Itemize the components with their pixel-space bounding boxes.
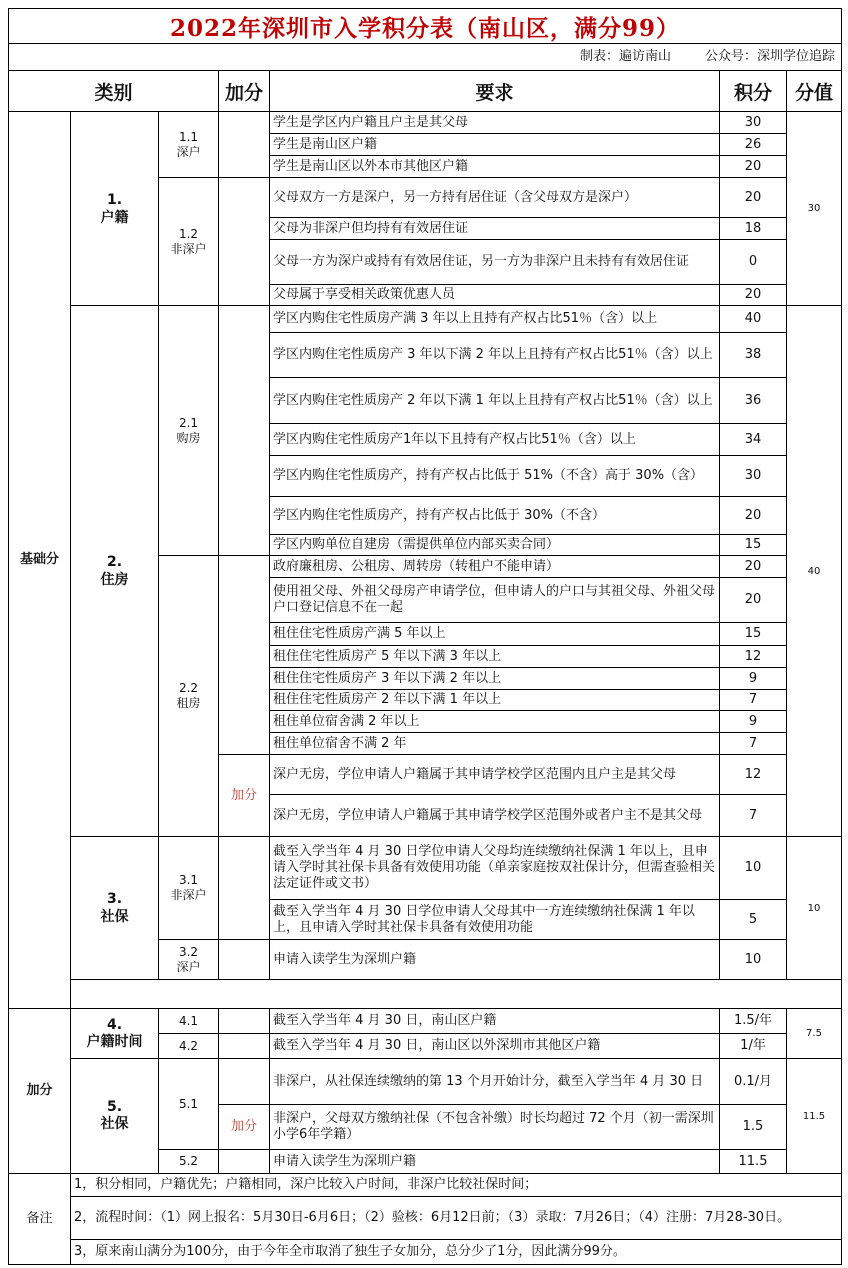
bonus-cell xyxy=(218,939,270,980)
category-shebao2 xyxy=(70,1058,159,1174)
maker-credit: 制表：遍访南山 xyxy=(579,49,671,64)
points-cell: 30 xyxy=(719,111,787,134)
points-cell: 20 xyxy=(719,577,787,623)
sub-name: 非深户 xyxy=(170,888,207,902)
requirement-cell: 政府廉租房、公租房、周转房（转租户不能申请） xyxy=(269,555,720,578)
requirement-cell: 租住住宅性质房产满 5 年以上 xyxy=(269,622,720,646)
category-name: 户籍 xyxy=(100,209,129,226)
score-cell: 10 xyxy=(786,836,842,980)
requirement-cell: 租住单位宿舍满 2 年以上 xyxy=(269,710,720,733)
score-cell: 11.5 xyxy=(786,1058,842,1174)
note-2: 2，流程时间：（1）网上报名：5月30日-6月6日；（2）验核：6月12日前；（3）录取：7月26日；（4）注册：7月28-30日。 xyxy=(70,1196,842,1240)
requirement-cell: 深户无房，学位申请人户籍属于其申请学校学区范围外或者户主不是其父母 xyxy=(269,794,720,837)
points-cell: 38 xyxy=(719,332,787,378)
points-cell: 15 xyxy=(719,622,787,646)
page-title: 2022年深圳市入学积分表（南山区，满分99） xyxy=(8,8,842,44)
points-cell: 30 xyxy=(719,455,787,497)
requirement-cell: 父母为非深户但均持有有效居住证 xyxy=(269,217,720,240)
category-name: 住房 xyxy=(100,572,129,588)
points-cell: 20 xyxy=(719,496,787,535)
requirement-cell: 截至入学当年 4 月 30 日，南山区以外深圳市其他区户籍 xyxy=(269,1033,720,1059)
requirement-cell: 租住住宅性质房产 2 年以下满 1 年以上 xyxy=(269,689,720,711)
sub-name: 租房 xyxy=(176,696,201,710)
bonus-cell xyxy=(218,111,270,178)
points-cell: 5 xyxy=(719,899,787,940)
points-cell: 7 xyxy=(719,732,787,755)
requirement-cell: 申请入读学生为深圳户籍 xyxy=(269,939,720,980)
points-cell: 15 xyxy=(719,534,787,556)
category-num: 4. xyxy=(106,1016,123,1033)
points-cell: 9 xyxy=(719,667,787,690)
category-shebao xyxy=(70,836,159,980)
sub-3-1 xyxy=(158,836,219,940)
points-cell: 12 xyxy=(719,645,787,668)
requirement-cell: 学区内购住宅性质房产满 3 年以上且持有产权占比51％（含）以上 xyxy=(269,305,720,333)
sub-1-2 xyxy=(158,177,219,306)
bonus-mark: 加分 xyxy=(218,754,270,837)
requirement-cell: 学区内购住宅性质房产，持有产权占比低于 51%（不含）高于 30%（含） xyxy=(269,455,720,497)
score-cell: 7.5 xyxy=(786,1008,842,1059)
requirement-cell: 学区内购住宅性质房产，持有产权占比低于 30%（不含） xyxy=(269,496,720,535)
score-cell: 40 xyxy=(786,305,842,837)
points-cell: 10 xyxy=(719,836,787,900)
sub-1-1 xyxy=(158,111,219,178)
category-zhufang xyxy=(70,305,159,837)
account-credit: 公众号：深圳学位追踪 xyxy=(704,49,835,64)
points-cell: 7 xyxy=(719,689,787,711)
bonus-cell xyxy=(218,1149,270,1174)
points-cell: 1.5/年 xyxy=(719,1008,787,1034)
requirement-cell: 深户无房，学位申请人户籍属于其申请学校学区范围内且户主是其父母 xyxy=(269,754,720,795)
category-num: 1. xyxy=(106,191,123,208)
sub-name: 非深户 xyxy=(170,241,207,256)
sub-name: 深户 xyxy=(176,959,201,974)
sub-2-2 xyxy=(158,555,219,837)
points-cell: 0.1/月 xyxy=(719,1058,787,1105)
empty-row xyxy=(70,979,842,1009)
category-num: 3. xyxy=(106,891,123,907)
sub-code: 3.2 xyxy=(178,944,199,959)
sub-code: 1.1 xyxy=(178,129,199,144)
section-base: 基础分 xyxy=(8,111,71,1009)
bonus-cell xyxy=(218,836,270,940)
header-bonus: 加分 xyxy=(218,70,270,112)
requirement-cell: 非深户，从社保连续缴纳的第 13 个月开始计分，截至入学当年 4 月 30 日 xyxy=(269,1058,720,1105)
category-name: 社保 xyxy=(100,1116,129,1132)
note-3: 3，原来南山满分为100分，由于今年全市取消了独生子女加分，总分少了1分，因此满分99分。 xyxy=(70,1239,842,1265)
requirement-cell: 租住单位宿舍不满 2 年 xyxy=(269,732,720,755)
requirement-cell: 租住住宅性质房产 5 年以下满 3 年以上 xyxy=(269,645,720,668)
points-cell: 34 xyxy=(719,423,787,456)
requirement-cell: 学生是南山区户籍 xyxy=(269,133,720,156)
requirement-cell: 非深户，父母双方缴纳社保（不包含补缴）时长均超过 72 个月（初一需深圳小学6年学籍） xyxy=(269,1104,720,1150)
requirement-cell: 截至入学当年 4 月 30 日，南山区户籍 xyxy=(269,1008,720,1034)
sub-code: 1.2 xyxy=(178,226,199,241)
points-cell: 0 xyxy=(719,239,787,285)
notes-label: 备注 xyxy=(8,1173,71,1265)
bonus-cell xyxy=(218,1058,270,1105)
points-cell: 1/年 xyxy=(719,1033,787,1059)
header-points: 积分 xyxy=(719,70,787,112)
requirement-cell: 学区内购住宅性质房产1年以下且持有产权占比51％（含）以上 xyxy=(269,423,720,456)
sub-code: 3.1 xyxy=(178,873,199,887)
category-name: 户籍时间 xyxy=(86,1033,143,1050)
section-bonus: 加分 xyxy=(8,1008,71,1174)
points-cell: 18 xyxy=(719,217,787,240)
sub-name: 购房 xyxy=(176,430,201,445)
requirement-cell: 截至入学当年 4 月 30 日学位申请人父母其中一方连续缴纳社保满 1 年以上，且申请入学时其社保卡具备有效使用功能 xyxy=(269,899,720,940)
points-cell: 1.5 xyxy=(719,1104,787,1150)
points-cell: 40 xyxy=(719,305,787,333)
requirement-cell: 截至入学当年 4 月 30 日学位申请人父母均连续缴纳社保满 1 年以上，且申请入学时其社保卡具备有效使用功能（单亲家庭按双社保计分，但需查验相关法定证件或文书） xyxy=(269,836,720,900)
points-cell: 11.5 xyxy=(719,1149,787,1174)
points-cell: 9 xyxy=(719,710,787,733)
bonus-cell xyxy=(218,1033,270,1059)
sub-5-1: 5.1 xyxy=(158,1058,219,1150)
requirement-cell: 父母属于享受相关政策优惠人员 xyxy=(269,284,720,306)
requirement-cell: 父母一方为深户或持有有效居住证，另一方为非深户且未持有有效居住证 xyxy=(269,239,720,285)
requirement-cell: 学生是学区内户籍且户主是其父母 xyxy=(269,111,720,134)
requirement-cell: 租住住宅性质房产 3 年以下满 2 年以上 xyxy=(269,667,720,690)
header-score: 分值 xyxy=(786,70,842,112)
sub-name: 深户 xyxy=(176,144,201,159)
requirement-cell: 申请入读学生为深圳户籍 xyxy=(269,1149,720,1174)
points-cell: 12 xyxy=(719,754,787,795)
requirement-cell: 使用祖父母、外祖父母房产申请学位，但申请人的户口与其祖父母、外祖父母户口登记信息不在一起 xyxy=(269,577,720,623)
sub-code: 2.2 xyxy=(178,681,199,695)
points-cell: 20 xyxy=(719,284,787,306)
points-cell: 20 xyxy=(719,177,787,218)
category-num: 5. xyxy=(106,1099,123,1115)
points-cell: 10 xyxy=(719,939,787,980)
points-cell: 7 xyxy=(719,794,787,837)
bonus-cell xyxy=(218,177,270,306)
bonus-cell xyxy=(218,305,270,556)
category-name: 社保 xyxy=(100,909,129,925)
points-cell: 26 xyxy=(719,133,787,156)
requirement-cell: 父母双方一方是深户，另一方持有居住证（含父母双方是深户） xyxy=(269,177,720,218)
category-huji xyxy=(70,111,159,306)
requirement-cell: 学生是南山区以外本市其他区户籍 xyxy=(269,155,720,178)
points-cell: 36 xyxy=(719,377,787,424)
credits-row xyxy=(8,43,842,71)
sub-5-2: 5.2 xyxy=(158,1149,219,1174)
requirement-cell: 学区内购住宅性质房产 2 年以下满 1 年以上且持有产权占比51％（含）以上 xyxy=(269,377,720,424)
header-requirement: 要求 xyxy=(269,70,720,112)
bonus-cell xyxy=(218,1008,270,1034)
category-hujitime xyxy=(70,1008,159,1059)
note-1: 1，积分相同，户籍优先；户籍相同，深户比较入户时间，非深户比较社保时间； xyxy=(70,1173,842,1197)
sub-code: 2.1 xyxy=(178,415,199,430)
header-category: 类别 xyxy=(8,70,219,112)
sub-4-1: 4.1 xyxy=(158,1008,219,1034)
sub-4-2: 4.2 xyxy=(158,1033,219,1059)
requirement-cell: 学区内购单位自建房（需提供单位内部买卖合同） xyxy=(269,534,720,556)
bonus-mark: 加分 xyxy=(218,1104,270,1150)
category-num: 2. xyxy=(106,554,123,570)
points-cell: 20 xyxy=(719,555,787,578)
sub-3-2 xyxy=(158,939,219,980)
score-cell: 30 xyxy=(786,111,842,306)
bonus-cell xyxy=(218,555,270,755)
sub-2-1 xyxy=(158,305,219,556)
requirement-cell: 学区内购住宅性质房产 3 年以下满 2 年以上且持有产权占比51％（含）以上 xyxy=(269,332,720,378)
points-cell: 20 xyxy=(719,155,787,178)
